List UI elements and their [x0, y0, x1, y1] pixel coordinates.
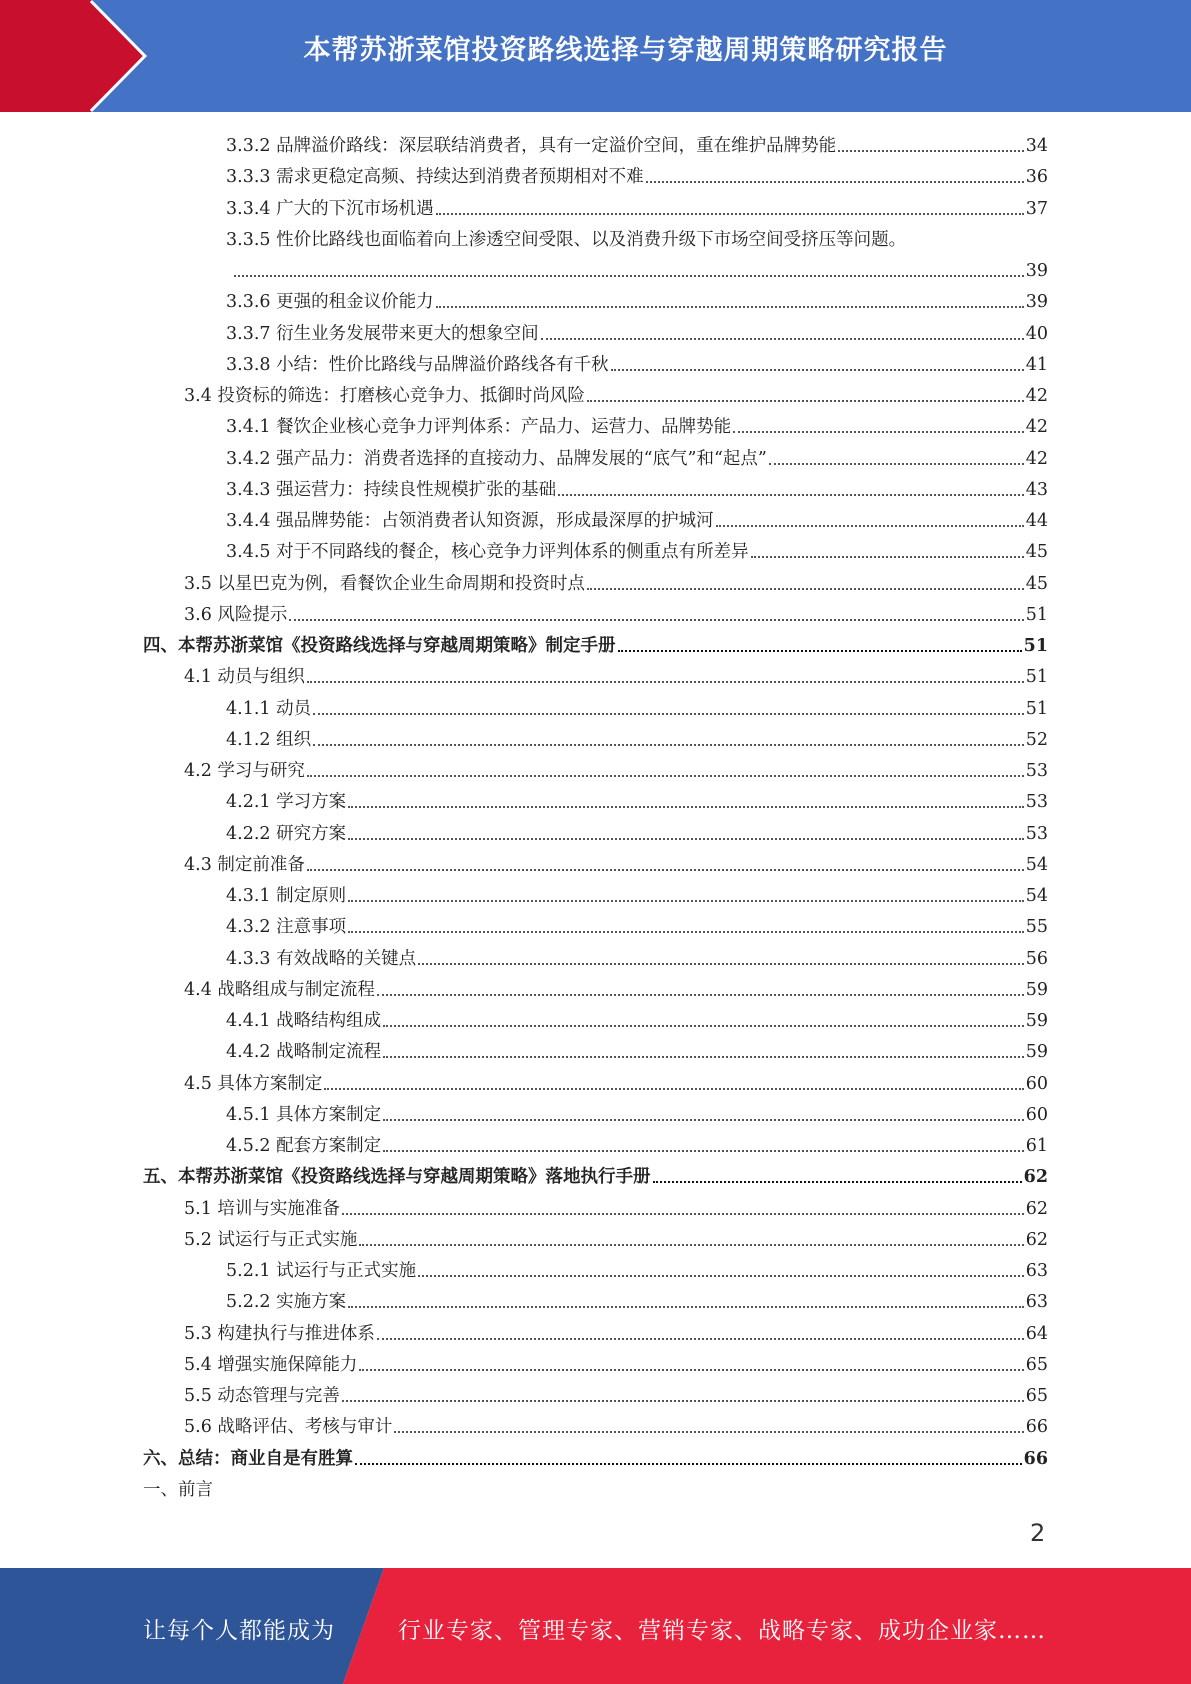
toc-entry[interactable] [226, 815, 1048, 846]
toc-entry-page: 36 [1025, 167, 1048, 187]
toc-entry-page: 42 [1025, 449, 1048, 469]
toc-entry-label: 4.5 具体方案制定 [184, 1074, 323, 1094]
toc-entry-label: 5.2.1 试运行与正式实施 [226, 1261, 417, 1281]
toc-entry[interactable] [226, 690, 1048, 721]
toc-entry[interactable] [184, 1346, 1048, 1377]
toc-leader-dots [313, 713, 1024, 715]
toc-leader-dots [348, 806, 1024, 808]
toc-entry[interactable] [226, 346, 1048, 377]
toc-entry[interactable] [232, 252, 1048, 283]
toc-entry-label: 4.2.1 学习方案 [226, 792, 347, 812]
toc-entry-label: 4.4 战略组成与制定流程 [184, 980, 375, 1000]
toc-entry-label: 3.4.3 强运营力：持续良性规模扩张的基础 [226, 480, 557, 500]
toc-entry-page: 54 [1025, 886, 1048, 906]
toc-leader-dots [234, 275, 1024, 277]
toc-entry[interactable] [226, 502, 1048, 533]
toc-leader-dots [313, 744, 1024, 746]
toc-entry-page: 62 [1023, 1167, 1048, 1187]
toc-entry-label: 3.3.5 性价比路线也面临着向上渗透空间受限、以及消费升级下市场空间受挤压等问题。 [226, 230, 907, 250]
toc-entry-page: 66 [1025, 1417, 1048, 1437]
toc-entry-label: 3.3.2 品牌溢价路线：深层联结消费者，具有一定溢价空间，重在维护品牌势能 [226, 136, 837, 156]
toc-entry[interactable] [184, 1377, 1048, 1408]
page-footer [0, 1568, 1191, 1684]
toc-entry-page: 66 [1023, 1449, 1048, 1469]
toc-leader-dots [289, 619, 1023, 621]
toc-entry-label: 4.2.2 研究方案 [226, 824, 347, 844]
toc-entry-label: 3.3.4 广大的下沉市场机遇 [226, 199, 434, 219]
toc-leader-dots [377, 1338, 1024, 1340]
toc-leader-dots [769, 463, 1024, 465]
toc-leader-dots [348, 931, 1024, 933]
toc-entry-label: 5.5 动态管理与完善 [184, 1386, 340, 1406]
toc-entry-label: 5.2.2 实施方案 [226, 1292, 347, 1312]
toc-leader-dots [733, 431, 1024, 433]
toc-entry[interactable] [143, 627, 1048, 658]
toc-entry-label: 一、前言 [143, 1480, 213, 1500]
toc-leader-dots [418, 963, 1024, 965]
toc-entry-page: 51 [1025, 667, 1048, 687]
toc-leader-dots [436, 213, 1024, 215]
toc-entry-page: 39 [1025, 292, 1048, 312]
footer-slogan-right: 行业专家、管理专家、营销专家、战略专家、成功企业家…… [398, 1618, 1046, 1644]
toc-entry-page: 42 [1025, 386, 1048, 406]
page-header [0, 0, 1191, 112]
toc-entry[interactable] [226, 533, 1048, 564]
toc-leader-dots [307, 681, 1024, 683]
toc-entry-page: 61 [1025, 1136, 1048, 1156]
toc-entry-label: 4.1.1 动员 [226, 699, 312, 719]
toc-entry-page: 43 [1025, 480, 1048, 500]
toc-entry[interactable] [226, 1033, 1048, 1064]
toc-leader-dots [587, 588, 1024, 590]
toc-entry-page: 39 [1025, 261, 1048, 281]
toc-entry[interactable] [226, 1252, 1048, 1283]
toc-entry-page: 42 [1025, 417, 1048, 437]
toc-entry-label: 4.1.2 组织 [226, 730, 312, 750]
toc-entry[interactable] [226, 127, 1048, 158]
toc-leader-dots [348, 900, 1024, 902]
toc-entry[interactable] [226, 440, 1048, 471]
toc-entry-page: 45 [1025, 542, 1048, 562]
toc-entry-page: 59 [1025, 980, 1048, 1000]
toc-leader-dots [383, 1056, 1024, 1058]
toc-entry-label: 4.5.2 配套方案制定 [226, 1136, 382, 1156]
toc-entry-page: 37 [1025, 199, 1048, 219]
toc-entry-page: 51 [1023, 636, 1048, 656]
toc-entry[interactable] [226, 158, 1048, 189]
toc-entry[interactable] [184, 971, 1048, 1002]
toc-entry-page: 62 [1025, 1199, 1048, 1219]
toc-entry-label: 4.1 动员与组织 [184, 667, 305, 687]
toc-entry[interactable] [184, 377, 1048, 408]
toc-entry-label: 3.4 投资标的筛选：打磨核心竞争力、抵御时尚风险 [184, 386, 585, 406]
toc-entry-page: 52 [1025, 730, 1048, 750]
toc-entry[interactable] [226, 721, 1048, 752]
toc-entry-label: 4.4.2 战略制定流程 [226, 1042, 382, 1062]
toc-entry-page: 53 [1025, 792, 1048, 812]
toc-entry-page: 63 [1025, 1261, 1048, 1281]
toc-entry-page: 45 [1025, 574, 1048, 594]
toc-leader-dots [541, 338, 1024, 340]
toc-leader-dots [587, 400, 1024, 402]
toc-leader-dots [383, 1150, 1024, 1152]
toc-entry-label: 4.4.1 战略结构组成 [226, 1011, 382, 1031]
toc-entry-page: 59 [1025, 1042, 1048, 1062]
toc-entry-page: 53 [1025, 761, 1048, 781]
toc-entry-page: 65 [1025, 1386, 1048, 1406]
toc-entry-label: 4.3 制定前准备 [184, 855, 305, 875]
toc-entry[interactable] [184, 596, 1048, 627]
toc-entry[interactable] [226, 1283, 1048, 1314]
toc-entry-page: 41 [1025, 355, 1048, 375]
toc-entry-page: 64 [1025, 1324, 1048, 1344]
toc-entry-label: 六、总结：商业自是有胜算 [143, 1449, 353, 1469]
toc-entry[interactable] [226, 283, 1048, 314]
toc-entry-page: 65 [1025, 1355, 1048, 1375]
toc-entry-label: 3.5 以星巴克为例，看餐饮企业生命周期和投资时点 [184, 574, 585, 594]
toc-entry[interactable] [184, 752, 1048, 783]
report-title: 本帮苏浙菜馆投资路线选择与穿越周期策略研究报告 [303, 35, 948, 66]
toc-entry-label: 3.3.6 更强的租金议价能力 [226, 292, 434, 312]
toc-entry-label: 3.3.8 小结：性价比路线与品牌溢价路线各有千秋 [226, 355, 609, 375]
toc-leader-dots [359, 1369, 1023, 1371]
toc-leader-dots [355, 1463, 1022, 1465]
toc-entry-label: 3.6 风险提示 [184, 605, 288, 625]
toc-entry-page: 62 [1025, 1230, 1048, 1250]
toc-entry[interactable] [184, 658, 1048, 689]
toc-entry-label: 3.4.2 强产品力：消费者选择的直接动力、品牌发展的“底气”和“起点” [226, 449, 767, 469]
toc-entry[interactable] [184, 1190, 1048, 1221]
toc-entry[interactable] [226, 1002, 1048, 1033]
toc-entry-page: 60 [1025, 1105, 1048, 1125]
toc-entry-label: 4.3.1 制定原则 [226, 886, 347, 906]
toc-entry-label: 4.3.2 注意事项 [226, 917, 347, 937]
toc-entry[interactable] [226, 190, 1048, 221]
toc-leader-dots [558, 494, 1024, 496]
toc-entry-page: 51 [1025, 699, 1048, 719]
toc-entry-label: 5.4 增强实施保障能力 [184, 1355, 358, 1375]
toc-entry-page: 60 [1025, 1074, 1048, 1094]
toc-entry-label: 3.4.1 餐饮企业核心竞争力评判体系：产品力、运营力、品牌势能 [226, 417, 732, 437]
toc-entry-label: 4.2 学习与研究 [184, 761, 305, 781]
toc-leader-dots [838, 150, 1024, 152]
toc-leader-dots [418, 1275, 1024, 1277]
toc-entry-label: 5.6 战略评估、考核与审计 [184, 1417, 393, 1437]
toc-leader-dots [646, 181, 1024, 183]
toc-entry-label: 3.4.5 对于不同路线的餐企，核心竞争力评判体系的侧重点有所差异 [226, 542, 749, 562]
toc-entry[interactable] [226, 315, 1048, 346]
toc-entry-page: 34 [1025, 136, 1048, 156]
toc-entry-label: 四、本帮苏浙菜馆《投资路线选择与穿越周期策略》制定手册 [143, 636, 616, 656]
toc-entry[interactable] [184, 846, 1048, 877]
toc-entry[interactable] [143, 1440, 1048, 1471]
toc-entry[interactable] [226, 783, 1048, 814]
toc-entry-page: 40 [1025, 324, 1048, 344]
toc-entry-label: 3.3.3 需求更稳定高频、持续达到消费者预期相对不难 [226, 167, 644, 187]
toc-leader-dots [618, 650, 1022, 652]
toc-leader-dots [377, 994, 1024, 996]
toc-leader-dots [342, 1213, 1024, 1215]
toc-leader-dots [611, 369, 1024, 371]
toc-entry-page: 54 [1025, 855, 1048, 875]
toc-leader-dots [342, 1400, 1024, 1402]
toc-leader-dots [307, 869, 1024, 871]
toc-entry-page: 59 [1025, 1011, 1048, 1031]
toc-leader-dots [394, 1431, 1023, 1433]
toc-entry[interactable] [226, 1127, 1048, 1158]
toc-leader-dots [307, 775, 1024, 777]
toc-leader-dots [383, 1025, 1024, 1027]
toc-entry[interactable] [226, 908, 1048, 939]
page-number: 2 [1030, 1519, 1046, 1547]
toc-leader-dots [348, 838, 1024, 840]
toc-entry[interactable] [226, 221, 1048, 252]
toc-leader-dots [716, 525, 1024, 527]
footer-slogan-left: 让每个人都能成为 [143, 1618, 335, 1644]
toc-entry[interactable] [226, 1096, 1048, 1127]
toc-entry-label: 3.3.7 衍生业务发展带来更大的想象空间 [226, 324, 539, 344]
toc-leader-dots [751, 556, 1024, 558]
toc-entry[interactable] [184, 1221, 1048, 1252]
toc-leader-dots [324, 1088, 1023, 1090]
toc-entry-label: 4.3.3 有效战略的关键点 [226, 949, 417, 969]
toc-entry-page: 51 [1025, 605, 1048, 625]
toc-entry[interactable] [226, 408, 1048, 439]
toc-entry[interactable] [226, 471, 1048, 502]
toc-entry-page: 63 [1025, 1292, 1048, 1312]
toc-leader-dots [436, 306, 1024, 308]
toc-entry[interactable] [184, 565, 1048, 596]
toc-entry[interactable] [184, 1408, 1048, 1439]
toc-entry-page: 53 [1025, 824, 1048, 844]
toc-entry[interactable] [184, 1065, 1048, 1096]
toc-entry-label: 4.5.1 具体方案制定 [226, 1105, 382, 1125]
toc-entry[interactable] [226, 940, 1048, 971]
toc-entry-label: 五、本帮苏浙菜馆《投资路线选择与穿越周期策略》落地执行手册 [143, 1167, 651, 1187]
toc-entry[interactable] [226, 877, 1048, 908]
toc-entry-label: 5.2 试运行与正式实施 [184, 1230, 358, 1250]
toc-entry-page: 55 [1025, 917, 1048, 937]
toc-leader-dots [348, 1306, 1024, 1308]
toc-entry-label: 5.1 培训与实施准备 [184, 1199, 340, 1219]
toc-entry-page: 44 [1025, 511, 1048, 531]
toc-entry-label: 5.3 构建执行与推进体系 [184, 1324, 375, 1344]
toc-leader-dots [653, 1181, 1022, 1183]
toc-entry-page: 56 [1025, 949, 1048, 969]
toc-entry[interactable] [143, 1471, 1048, 1502]
toc-leader-dots [383, 1119, 1024, 1121]
toc-entry[interactable] [184, 1315, 1048, 1346]
toc-entry-label: 3.4.4 强品牌势能：占领消费者认知资源，形成最深厚的护城河 [226, 511, 714, 531]
toc-leader-dots [359, 1244, 1023, 1246]
toc-entry[interactable] [143, 1158, 1048, 1189]
